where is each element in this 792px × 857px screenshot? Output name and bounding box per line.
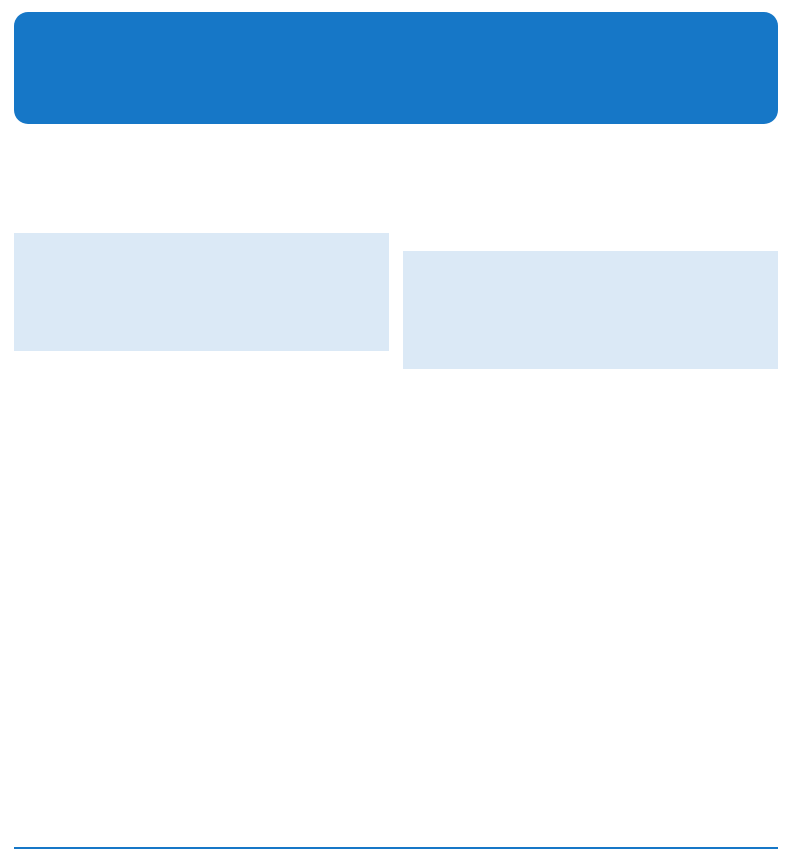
intro-paragraph xyxy=(20,160,772,223)
headline-line-1 xyxy=(376,30,416,68)
right-box-line xyxy=(576,277,606,299)
right-box-line xyxy=(576,343,606,365)
right-paragraph xyxy=(409,477,772,582)
right-paragraph xyxy=(409,594,772,657)
left-paragraph xyxy=(20,363,383,447)
bottom-rule xyxy=(14,847,778,849)
left-paragraph xyxy=(20,459,383,564)
left-column xyxy=(14,233,389,657)
right-highlight-box xyxy=(403,251,778,369)
left-box-line xyxy=(187,325,217,347)
left-box-line xyxy=(187,259,217,281)
right-column xyxy=(403,233,778,657)
right-box-line xyxy=(576,321,606,343)
left-box-line xyxy=(187,303,217,325)
headline-line-2 xyxy=(376,68,416,106)
right-box-line xyxy=(576,255,606,277)
headline-banner xyxy=(14,12,778,124)
right-box-line xyxy=(576,299,606,321)
article-columns xyxy=(14,233,778,657)
right-paragraph xyxy=(409,381,772,465)
left-box-line xyxy=(187,281,217,303)
left-box-line xyxy=(187,237,217,259)
left-paragraph xyxy=(20,576,383,639)
left-highlight-box xyxy=(14,233,389,351)
dateline xyxy=(20,138,778,156)
